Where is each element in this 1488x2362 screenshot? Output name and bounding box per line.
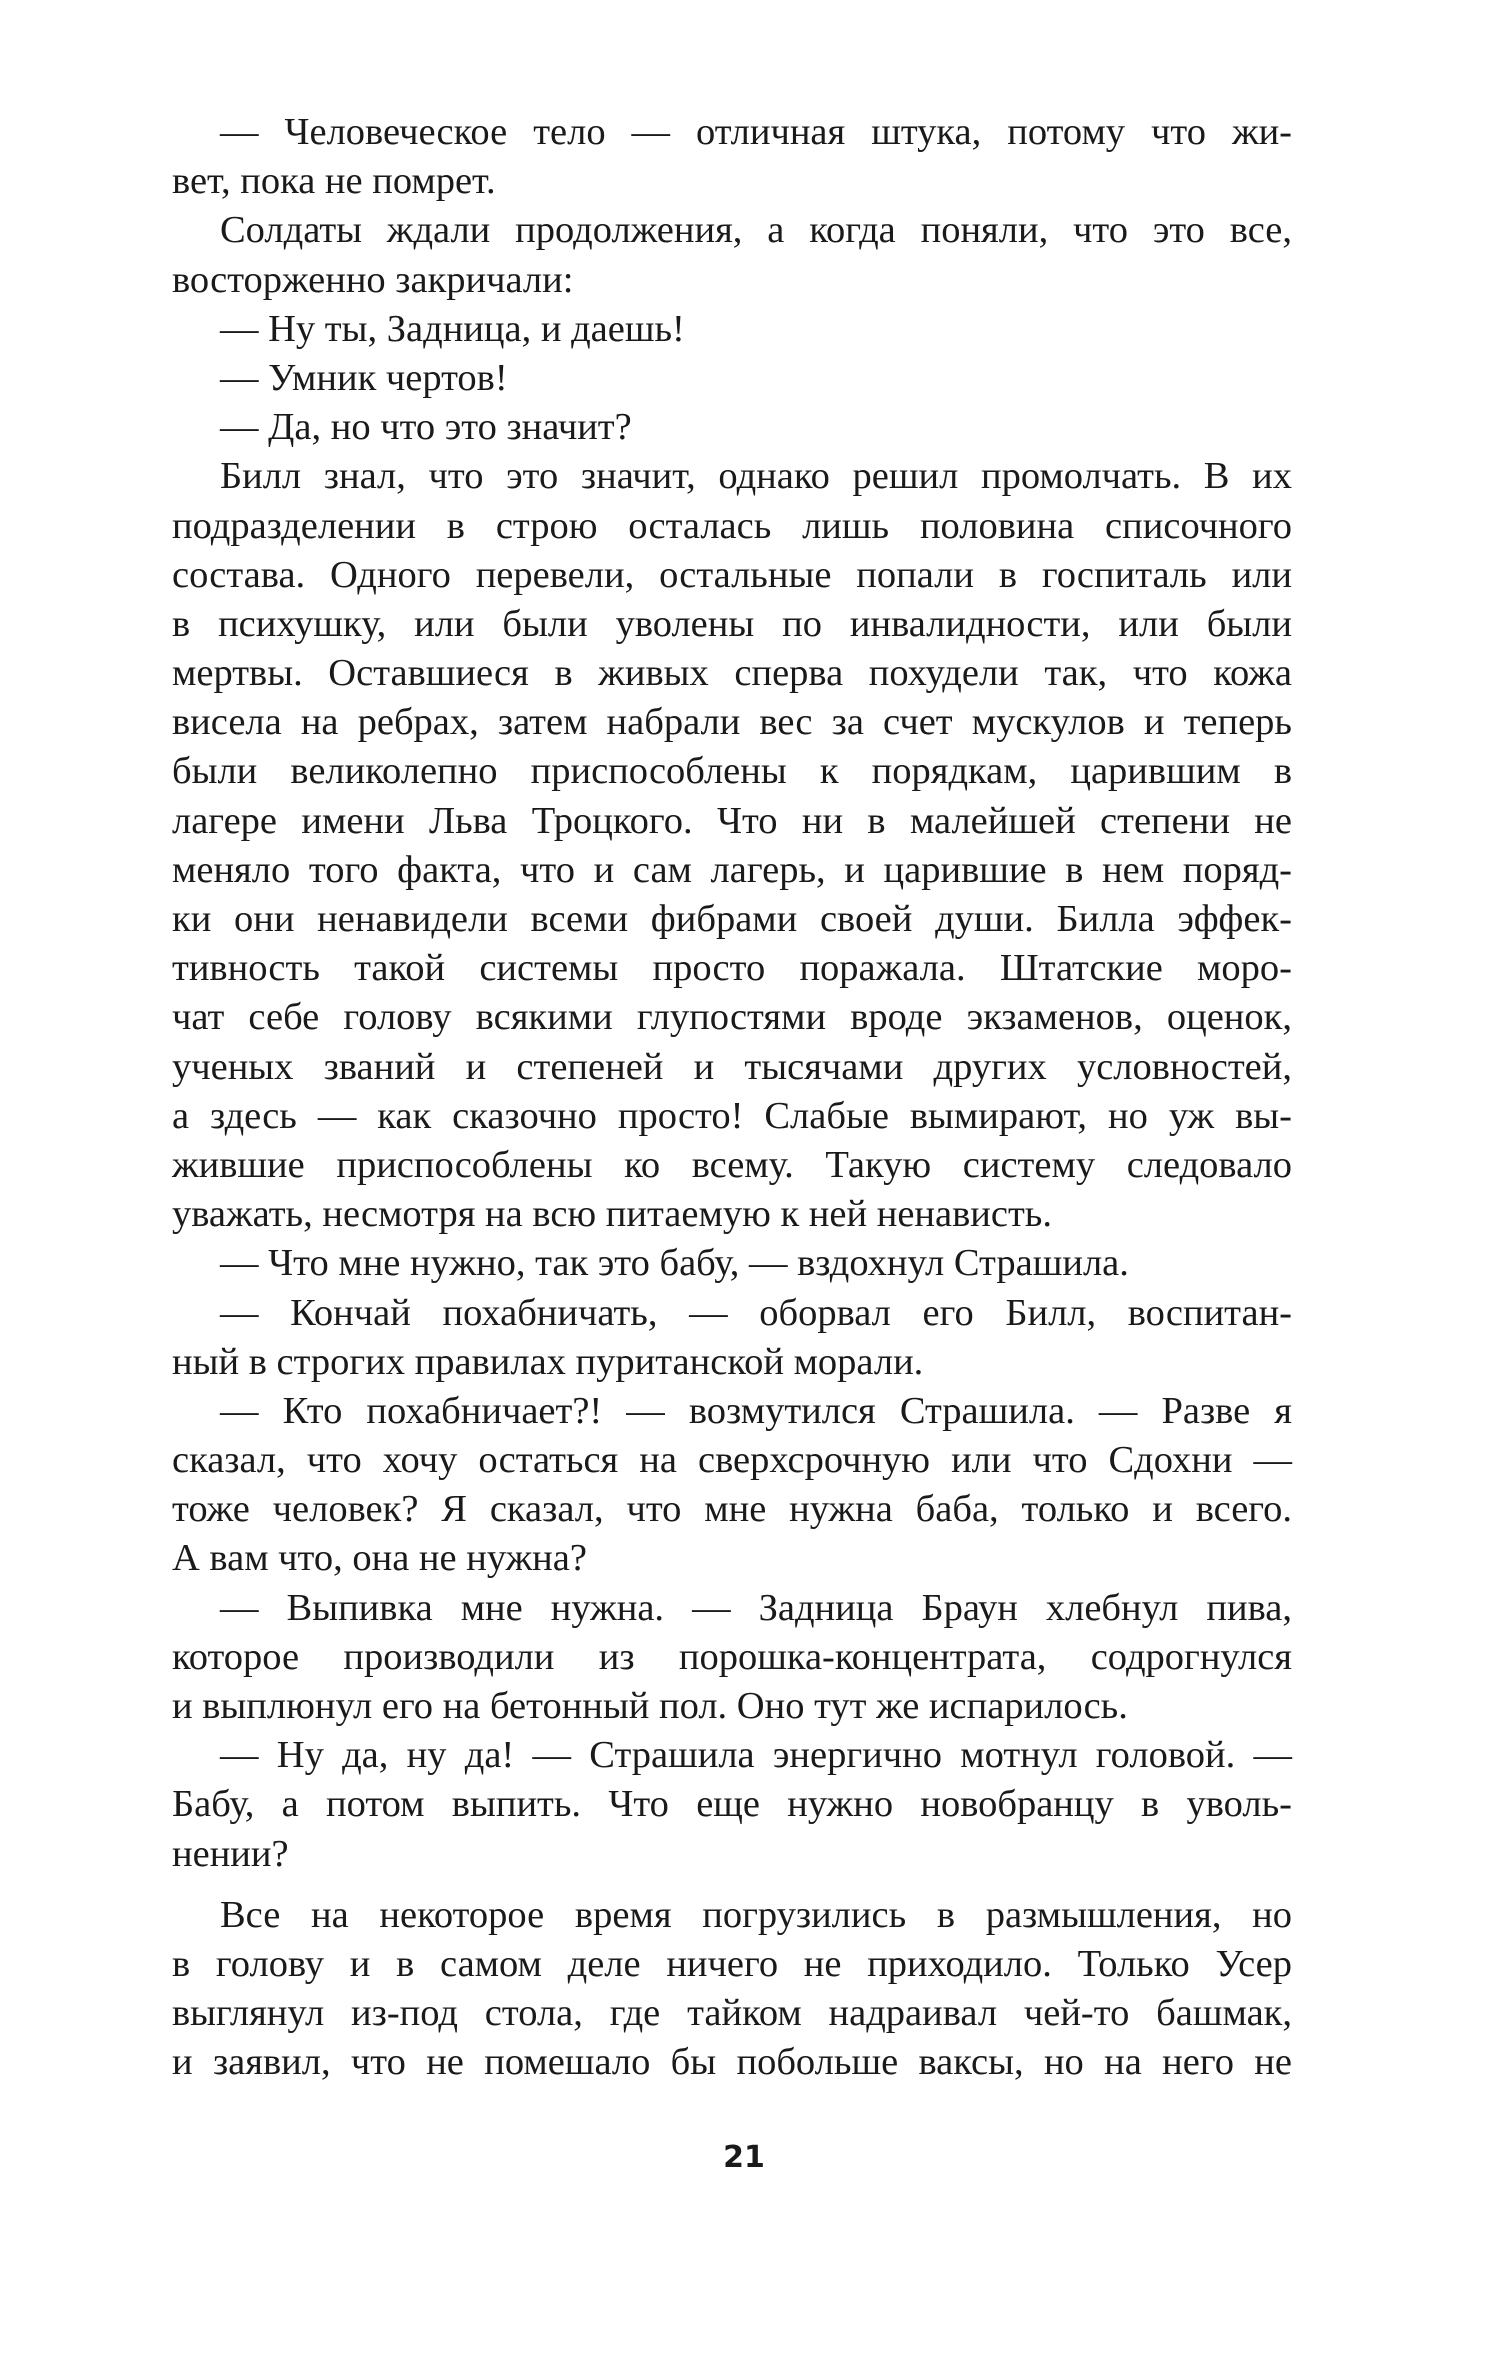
text-line: Все на некоторое время погрузились в размышления, но (220, 1893, 1292, 1936)
text-line: в психушку, или были уволены по инвалидности, или были (172, 602, 1292, 645)
text-line: сказал, что хочу остаться на сверхсрочную или что Сдохни — (172, 1439, 1292, 1482)
book-page-body (172, 108, 1292, 2088)
text-line: которое производили из порошка-концентрата, содрогнулся (172, 1635, 1292, 1678)
text-line: — Умник чертов! (220, 356, 508, 399)
text-line: — Кончай похабничать, — оборвал его Билл, воспитан- (220, 1291, 1292, 1334)
text-line: тоже человек? Я сказал, что мне нужна баба, только и всего. (172, 1488, 1292, 1531)
text-line: ный в строгих правилах пуританской морали. (172, 1340, 924, 1383)
text-line: — Человеческое тело — отличная штука, потому что жи- (220, 111, 1292, 153)
text-line: тивность такой системы просто поражала. Штатские моро- (172, 947, 1292, 990)
text-line: вет, пока не помрет. (172, 160, 496, 203)
text-line: Билл знал, что это значит, однако решил промолчать. В их (220, 455, 1292, 498)
text-line: восторженно закричали: (172, 258, 574, 301)
text-line: мертвы. Оставшиеся в живых сперва похудели так, что кожа (172, 652, 1292, 695)
text-line: — Да, но что это значит? (220, 406, 632, 449)
text-line: и выплюнул его на бетонный пол. Оно тут же испарилось. (172, 1685, 1128, 1727)
text-line: жившие приспособлены ко всему. Такую систему следовало (172, 1143, 1292, 1186)
text-line: — Выпивка мне нужна. — Задница Браун хлебнул пива, (220, 1586, 1292, 1629)
text-line: ученых званий и степеней и тысячами других условностей, (172, 1045, 1292, 1088)
text-line: были великолепно приспособлены к порядкам, царившим в (172, 750, 1292, 793)
text-line: в голову и в самом деле ничего не приходило. Только Усер (172, 1942, 1292, 1985)
text-line: состава. Одного перевели, остальные попали в госпиталь или (172, 553, 1292, 596)
text-line: висела на ребрах, затем набрали вес за счет мускулов и теперь (172, 701, 1292, 744)
text-line: меняло того факта, что и сам лагерь, и царившие в нем поряд- (172, 848, 1292, 891)
text-line: ки они ненавидели всеми фибрами своей души. Билла эффек- (172, 898, 1292, 940)
text-line: а здесь — как сказочно просто! Слабые вымирают, но уж вы- (172, 1094, 1292, 1137)
text-line: — Ну ты, Задница, и даешь! (220, 307, 685, 350)
text-line: подразделении в строю осталась лишь половина списочного (172, 504, 1292, 547)
text-line: Солдаты ждали продолжения, а когда поняли, что это все, (220, 209, 1292, 252)
text-line: Бабу, а потом выпить. Что еще нужно новобранцу в уволь- (172, 1783, 1292, 1826)
text-line: выглянул из-под стола, где тайком надраивал чей-то башмак, (172, 1992, 1292, 2035)
text-line: — Ну да, ну да! — Страшила энергично мотнул головой. — (220, 1734, 1292, 1777)
paragraph-gap (172, 1879, 1292, 1891)
text-line: нении? (172, 1832, 289, 1875)
text-line: уважать, несмотря на всю питаемую к ней ненависть. (172, 1193, 1052, 1236)
text-line: — Кто похабничает?! — возмутился Страшила. — Разве я (220, 1389, 1292, 1432)
text-line: — Что мне нужно, так это бабу, — вздохнул Страшила. (220, 1242, 1129, 1285)
text-line: лагере имени Льва Троцкого. Что ни в малейшей степени не (172, 799, 1292, 842)
text-line: чат себе голову всякими глупостями вроде экзаменов, оценок, (172, 996, 1292, 1039)
text-line: А вам что, она не нужна? (172, 1537, 587, 1580)
page-number: 21 (723, 2140, 765, 2175)
text-line: и заявил, что не помешало бы побольше ваксы, но на него не (172, 2041, 1292, 2084)
